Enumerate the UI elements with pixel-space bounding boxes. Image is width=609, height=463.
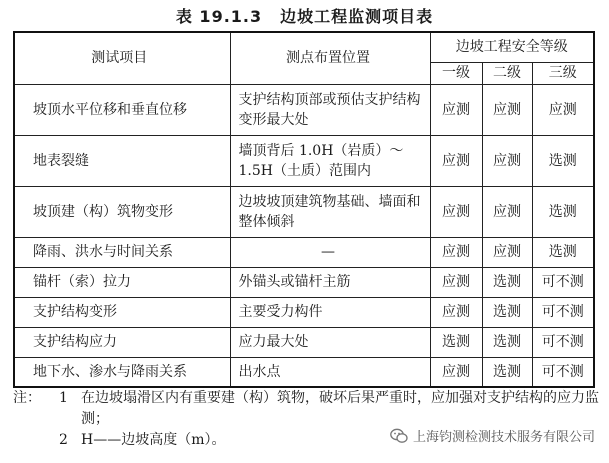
notes-label: 注： xyxy=(13,390,41,406)
row-grade-2: 选测 xyxy=(482,267,532,297)
header-location: 测点布置位置 xyxy=(230,32,430,84)
table-row xyxy=(14,297,594,327)
row-grade-2: 选测 xyxy=(482,297,532,327)
header-grade-1: 一级 xyxy=(430,62,482,84)
table-title xyxy=(0,4,609,27)
table-row xyxy=(14,327,594,357)
row-location: 支护结构顶部或预估支护结构变形最大处 xyxy=(230,84,430,135)
table-number: 表 19.1.3 xyxy=(175,7,263,26)
row-grade-2: 应测 xyxy=(482,186,532,237)
table-row xyxy=(14,357,594,387)
note-text: 在边坡塌滑区内有重要建（构）筑物，破坏后果严重时，应加强对支护结构的应力监测； xyxy=(81,390,599,427)
row-location: — xyxy=(230,237,430,267)
row-item: 坡顶建（构）筑物变形 xyxy=(14,186,230,237)
row-grade-2: 选测 xyxy=(482,327,532,357)
row-item: 降雨、洪水与时间关系 xyxy=(14,237,230,267)
note-number: 1 xyxy=(59,390,68,406)
table-row xyxy=(14,135,594,186)
row-item: 锚杆（索）拉力 xyxy=(14,267,230,297)
row-item: 地表裂缝 xyxy=(14,135,230,186)
header-grade-2: 二级 xyxy=(482,62,532,84)
row-grade-2: 应测 xyxy=(482,135,532,186)
row-location: 应力最大处 xyxy=(230,327,430,357)
row-location: 出水点 xyxy=(230,357,430,387)
note-text: H——边坡高度（m）。 xyxy=(81,432,226,448)
monitoring-items-table xyxy=(13,31,595,388)
row-grade-3: 可不测 xyxy=(532,357,594,387)
row-location: 外锚头或锚杆主筋 xyxy=(230,267,430,297)
row-grade-2: 选测 xyxy=(482,357,532,387)
header-row xyxy=(14,32,594,62)
row-grade-2: 应测 xyxy=(482,237,532,267)
row-location: 主要受力构件 xyxy=(230,297,430,327)
row-location: 墙顶背后 1.0H（岩质）～1.5H（土质）范围内 xyxy=(230,135,430,186)
watermark-text: 上海钧测检测技术服务有限公司 xyxy=(412,430,595,445)
header-grade-group: 边坡工程安全等级 xyxy=(430,32,594,62)
row-grade-1: 应测 xyxy=(430,357,482,387)
row-grade-3: 可不测 xyxy=(532,297,594,327)
row-grade-3: 可不测 xyxy=(532,327,594,357)
row-location: 边坡坡顶建筑物基础、墙面和整体倾斜 xyxy=(230,186,430,237)
row-grade-3: 选测 xyxy=(532,237,594,267)
header-grade-3: 三级 xyxy=(532,62,594,84)
row-grade-1: 应测 xyxy=(430,237,482,267)
table-row xyxy=(14,267,594,297)
row-grade-3: 应测 xyxy=(532,84,594,135)
wechat-icon xyxy=(390,428,408,444)
row-grade-3: 可不测 xyxy=(532,267,594,297)
watermark xyxy=(386,425,599,446)
row-grade-1: 选测 xyxy=(430,327,482,357)
row-item: 坡顶水平位移和垂直位移 xyxy=(14,84,230,135)
note-1 xyxy=(13,388,603,430)
row-item: 支护结构应力 xyxy=(14,327,230,357)
row-grade-1: 应测 xyxy=(430,297,482,327)
row-item: 地下水、渗水与降雨关系 xyxy=(14,357,230,387)
table-title-text: 边坡工程监测项目表 xyxy=(280,7,434,26)
table-row xyxy=(14,237,594,267)
row-grade-1: 应测 xyxy=(430,186,482,237)
row-grade-1: 应测 xyxy=(430,135,482,186)
row-grade-3: 选测 xyxy=(532,186,594,237)
row-grade-1: 应测 xyxy=(430,267,482,297)
table-row xyxy=(14,84,594,135)
row-grade-2: 应测 xyxy=(482,84,532,135)
row-grade-3: 选测 xyxy=(532,135,594,186)
note-number: 2 xyxy=(59,432,68,448)
row-item: 支护结构变形 xyxy=(14,297,230,327)
table-row xyxy=(14,186,594,237)
row-grade-1: 应测 xyxy=(430,84,482,135)
header-item: 测试项目 xyxy=(14,32,230,84)
